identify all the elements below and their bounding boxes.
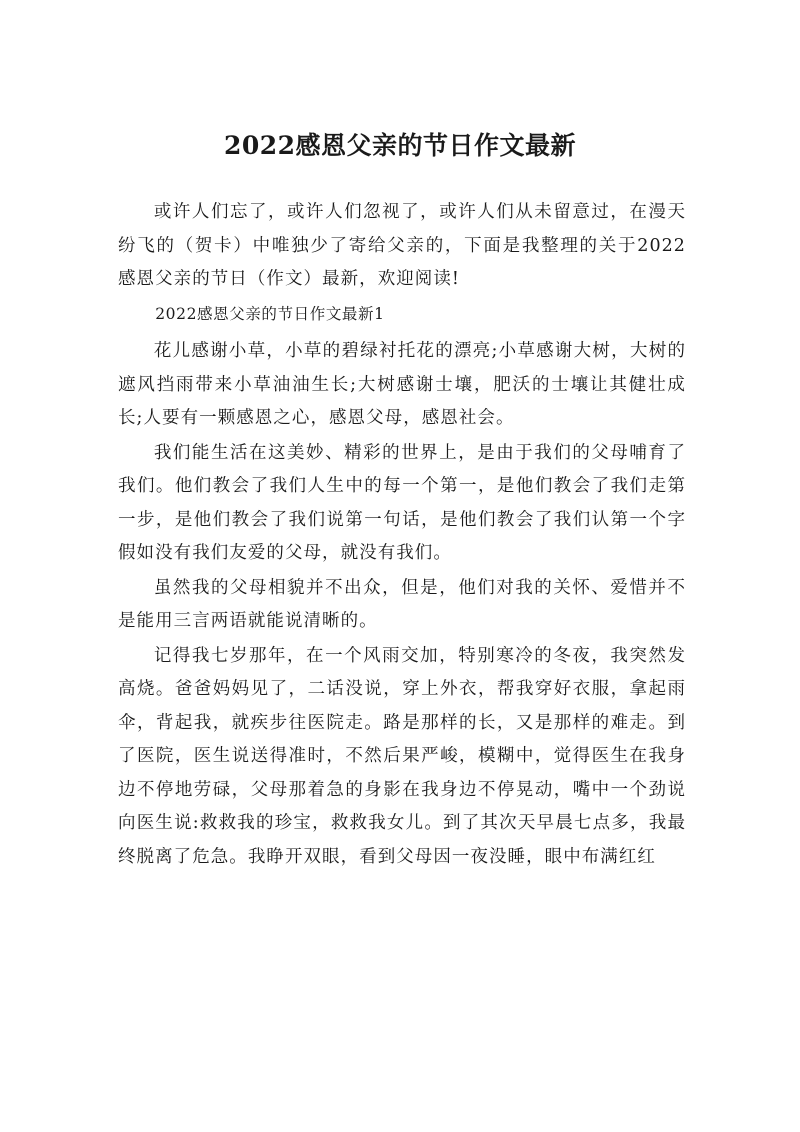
body-paragraph: 我们能生活在这美妙、精彩的世界上，是由于我们的父母哺育了我们。他们教会了我们人生中的每一个第一，是他们教会了我们走第一步，是他们教会了我们说第一句话，是他们教会了我们认第一个字假如没有我们友爱的父母，就没有我们。 <box>118 442 686 563</box>
body-paragraph: 记得我七岁那年，在一个风雨交加，特别寒冷的冬夜，我突然发高烧。爸爸妈妈见了，二话没说，穿上外衣，帮我穿好衣服，拿起雨伞，背起我，就疾步往医院走。路是那样的长，又是那样的难走。到了医院，医生说送得准时，不然后果严峻，模糊中，觉得医生在我身边不停地劳碌，父母那着急的身影在我身边不停晃动，嘴中一个劲说向医生说:救救我的珍宝，救救我女儿。到了其次天早晨七点多，我最终脱离了危急。我睁开双眼，看到父母因一夜没睡，眼中布满红红 <box>118 645 686 867</box>
intro-paragraph: 或许人们忘了，或许人们忽视了，或许人们从未留意过，在漫天纷飞的（贺卡）中唯独少了寄给父亲的，下面是我整理的关于2022感恩父亲的节日（作文）最新，欢迎阅读! <box>118 202 686 289</box>
section-heading: 2022感恩父亲的节日作文最新1 <box>155 304 385 323</box>
body-paragraph: 虽然我的父母相貌并不出众，但是，他们对我的关怀、爱惜并不是能用三言两语就能说清晰的。 <box>118 577 686 631</box>
document-body <box>118 196 686 875</box>
body-paragraph: 花儿感谢小草，小草的碧绿衬托花的漂亮;小草感谢大树，大树的遮风挡雨带来小草油油生长;大树感谢士壤，肥沃的士壤让其健壮成长;人要有一颗感恩之心，感恩父母，感恩社会。 <box>118 341 686 428</box>
document-title: 2022感恩父亲的节日作文最新 <box>223 131 577 160</box>
